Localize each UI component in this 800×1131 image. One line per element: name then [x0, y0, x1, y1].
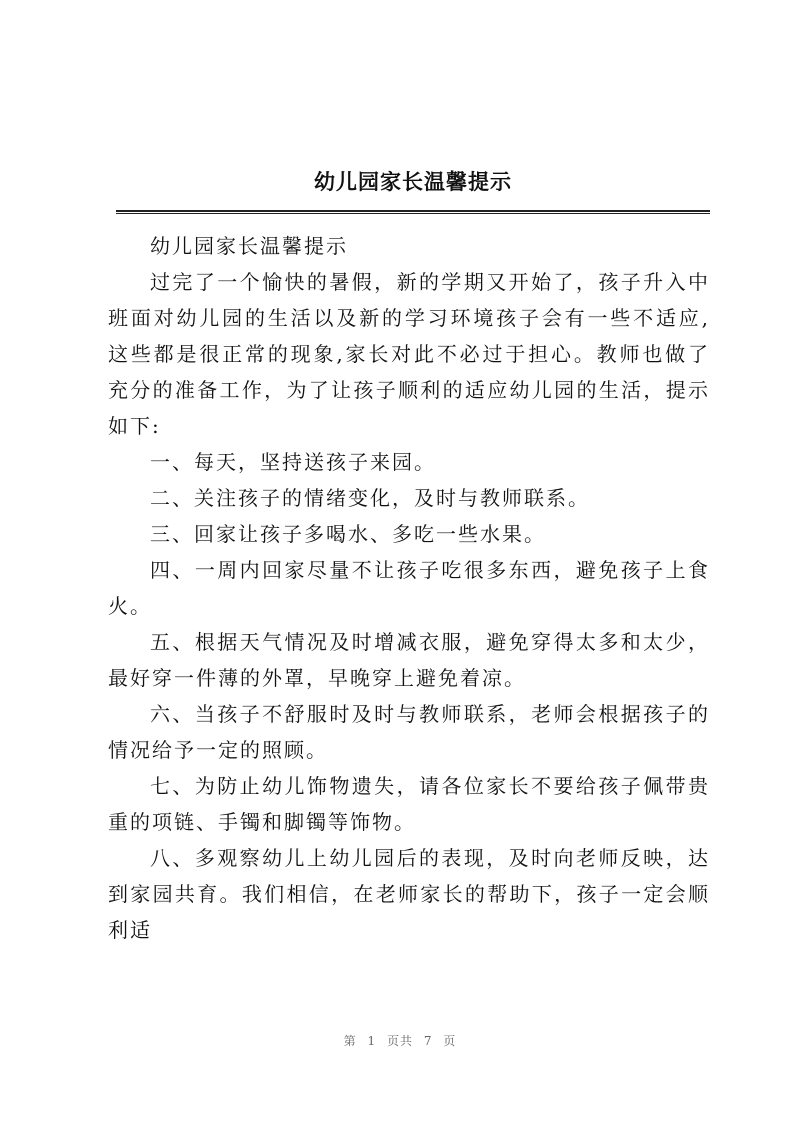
current-page-number: 1 [367, 1034, 377, 1048]
tip-item-5: 五、根据天气情况及时增减衣服，避免穿得太多和太少，最好穿一件薄的外罩，早晚穿上避免着凉。 [108, 630, 710, 690]
total-pages-number: 7 [423, 1034, 433, 1048]
tip-item-3: 三、回家让孩子多喝水、多吃一些水果。 [150, 522, 546, 546]
document-body [108, 228, 710, 948]
page-suffix: 页 [443, 1034, 457, 1048]
title-divider [116, 210, 710, 214]
paragraph-heading: 幼儿园家长温馨提示 [150, 234, 348, 258]
tip-item-7: 七、为防止幼儿饰物遗失，请各位家长不要给孩子佩带贵重的项链、手镯和脚镯等饰物。 [108, 774, 710, 834]
tip-item-1: 一、每天，坚持送孩子来园。 [150, 450, 436, 474]
tip-item-2: 二、关注孩子的情绪变化，及时与教师联系。 [150, 486, 590, 510]
page-footer [0, 1032, 800, 1049]
page-mid: 页共 [386, 1034, 413, 1048]
document-title: 幼儿园家长温馨提示 [314, 169, 512, 194]
tip-item-8: 八、多观察幼儿上幼儿园后的表现，及时向老师反映，达到家园共育。我们相信，在老师家长的帮助下，孩子一定会顺利适 [108, 846, 710, 942]
tip-item-6: 六、当孩子不舒服时及时与教师联系，老师会根据孩子的情况给予一定的照顾。 [108, 702, 710, 762]
tip-item-4: 四、一周内回家尽量不让孩子吃很多东西，避免孩子上食火。 [108, 558, 710, 618]
paragraph-intro: 过完了一个愉快的暑假，新的学期又开始了，孩子升入中班面对幼儿园的生活以及新的学习环境孩子会有一些不适应,这些都是很正常的现象,家长对此不必过于担心。教师也做了充分的准备工作，为了让孩子顺利的适应幼儿园的生活，提示如下: [108, 270, 710, 438]
page-prefix: 第 [343, 1034, 357, 1048]
